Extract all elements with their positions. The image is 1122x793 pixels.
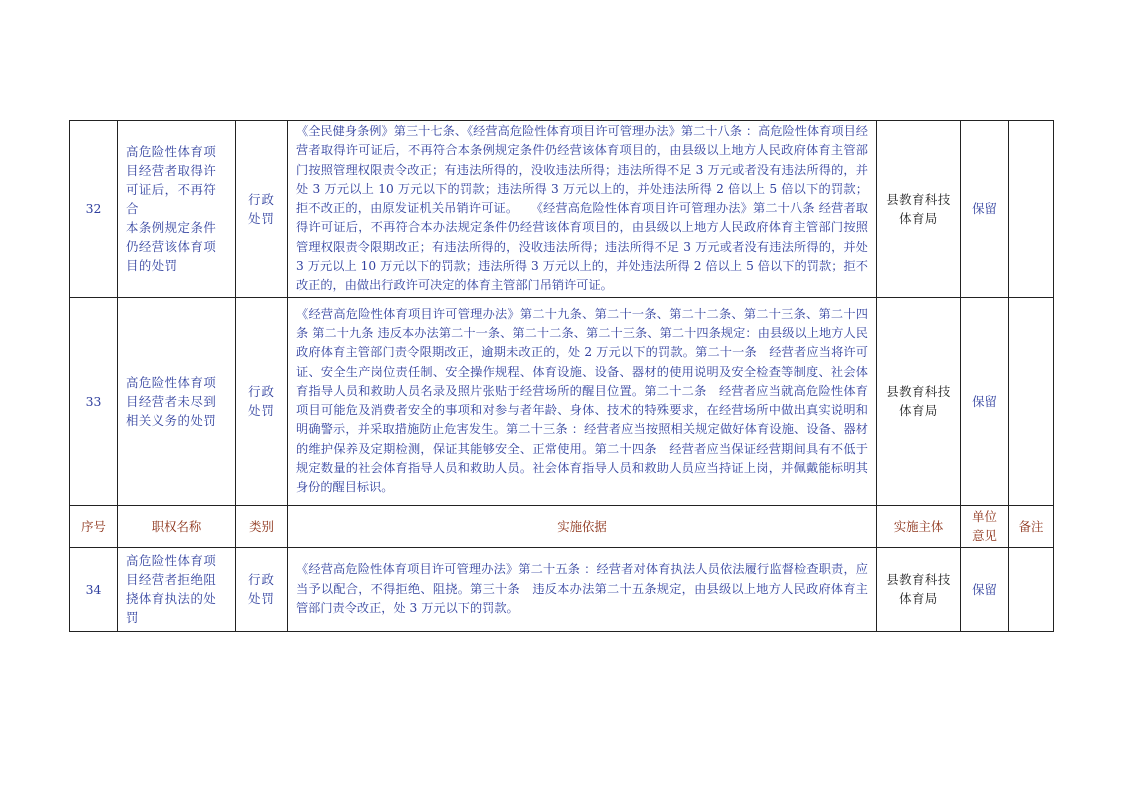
row-number: 33 xyxy=(70,297,118,505)
header-no: 序号 xyxy=(70,505,118,547)
header-basis: 实施依据 xyxy=(288,505,877,547)
power-name: 高危险性体育项 目经营者取得许 可证后，不再符合 本条例规定条件 仍经营该体育项 目的处罚 xyxy=(118,121,236,298)
table-row xyxy=(70,547,1054,631)
header-remark: 备注 xyxy=(1009,505,1054,547)
header-owner: 实施主体 xyxy=(877,505,961,547)
remark-cell xyxy=(1009,297,1054,505)
header-name: 职权名称 xyxy=(118,505,236,547)
remark-cell xyxy=(1009,121,1054,298)
remark-cell xyxy=(1009,547,1054,631)
row-number: 34 xyxy=(70,547,118,631)
header-opinion: 单位 意见 xyxy=(961,505,1009,547)
power-name: 高危险性体育项 目经营者未尽到 相关义务的处罚 xyxy=(118,297,236,505)
unit-opinion: 保留 xyxy=(961,297,1009,505)
legal-basis: 《全民健身条例》第三十七条、《经营高危险性体育项目许可管理办法》第二十八条 ：高危险性体育项目经营者取得许可证后，不再符合本条例规定条件仍经营该体育项目的，由县级以上地方人民政府体育主管部门按照管理权限责令改正；有违法所得的，没收违法所得；违法所得不足 3 万元或者没有违法所得的，并处 3 万元以上 10 万元以下的罚款；违法所得 3 万元以上的，并处违法所得 2 倍以上 5 倍以下的罚款；拒不改正的，由原发证机关吊销许可证。 《经营高危险性体育项目许可管理办法》第二十八条 经营者取得许可证后，不再符合本办法规定条件仍经营该体育项目的，由县级以上地方人民政府体育主管部门按照管理权限责令限期改正；有违法所得的，没收违法所得；违法所得不足 3 万元或者没有违法所得的，并处 3 万元以上 10 万元以下的罚款；违法所得 3 万元以上的，并处违法所得 2 倍以上 5 倍以下的罚款；拒不改正的，由做出行政许可决定的体育主管部门吊销许可证。 xyxy=(288,121,877,298)
power-name: 高危险性体育项 目经营者拒绝阻 挠体育执法的处 罚 xyxy=(118,547,236,631)
power-category: 行政 处罚 xyxy=(236,297,288,505)
power-category: 行政 处罚 xyxy=(236,121,288,298)
row-number: 32 xyxy=(70,121,118,298)
power-category: 行政 处罚 xyxy=(236,547,288,631)
header-category: 类别 xyxy=(236,505,288,547)
table-header-row xyxy=(70,505,1054,547)
power-list-table xyxy=(69,120,1054,632)
implementing-body: 县教育科技 体育局 xyxy=(877,297,961,505)
legal-basis: 《经营高危险性体育项目许可管理办法》第二十九条、第二十一条、第二十二条、第二十三条、第二十四条 第二十九条 违反本办法第二十一条、第二十二条、第二十三条、第二十四条规定：由县级以上地方人民政府体育主管部门责令限期改正，逾期未改正的，处 2 万元以下的罚款。第二十一条 经营者应当将许可证、安全生产岗位责任制、安全操作规程、体育设施、设备、器材的使用说明及安全检查等制度、社会体育指导人员和救助人员名录及照片张贴于经营场所的醒目位置。第二十二条 经营者应当就高危险性体育项目可能危及消费者安全的事项和对参与者年龄、身体、技术的特殊要求，在经营场所中做出真实说明和明确警示，并采取措施防止危害发生。第二十三条 ：经营者应当按照相关规定做好体育设施、设备、器材的维护保养及定期检测，保证其能够安全、正常使用。第二十四条 经营者应当保证经营期间具有不低于规定数量的社会体育指导人员和救助人员。社会体育指导人员和救助人员应当持证上岗，并佩戴能标明其身份的醒目标识。 xyxy=(288,297,877,505)
table-row xyxy=(70,297,1054,505)
legal-basis: 《经营高危险性体育项目许可管理办法》第二十五条 ：经营者对体育执法人员依法履行监督检查职责，应当予以配合，不得拒绝、阻挠。第三十条 违反本办法第二十五条规定，由县级以上地方人民政府体育主管部门责令改正，处 3 万元以下的罚款。 xyxy=(288,547,877,631)
table-row xyxy=(70,121,1054,298)
unit-opinion: 保留 xyxy=(961,547,1009,631)
implementing-body: 县教育科技 体育局 xyxy=(877,121,961,298)
implementing-body: 县教育科技 体育局 xyxy=(877,547,961,631)
unit-opinion: 保留 xyxy=(961,121,1009,298)
